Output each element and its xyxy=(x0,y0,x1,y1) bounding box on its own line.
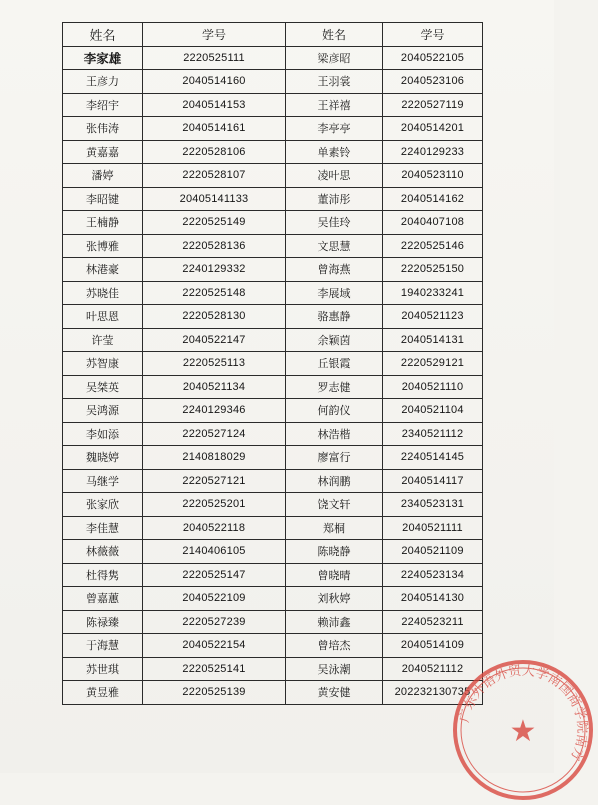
student-id-cell: 1940233241 xyxy=(383,281,483,305)
student-id-cell: 2220525149 xyxy=(143,211,286,235)
table-row xyxy=(63,117,483,141)
student-id-cell: 2240523211 xyxy=(383,610,483,634)
student-name-cell: 曾晓晴 xyxy=(286,563,383,587)
table-header-row xyxy=(63,23,483,47)
student-id-cell: 2040521112 xyxy=(383,657,483,681)
student-id-cell: 2220528136 xyxy=(143,234,286,258)
student-id-cell: 2040521111 xyxy=(383,516,483,540)
student-id-cell: 2240514145 xyxy=(383,446,483,470)
student-id-cell: 2220525139 xyxy=(143,681,286,705)
student-roster-table xyxy=(62,22,483,705)
student-name-cell: 饶文轩 xyxy=(286,493,383,517)
student-name-cell: 潘婷 xyxy=(63,164,143,188)
student-id-cell: 2140406105 xyxy=(143,540,286,564)
student-name-cell: 何韵仪 xyxy=(286,399,383,423)
student-name-cell: 马继学 xyxy=(63,469,143,493)
student-id-cell: 2220527119 xyxy=(383,93,483,117)
student-name-cell: 魏晓婷 xyxy=(63,446,143,470)
student-id-cell: 2040522147 xyxy=(143,328,286,352)
student-id-cell: 2040514130 xyxy=(383,587,483,611)
student-id-cell: 2220529121 xyxy=(383,352,483,376)
header-name-1: 姓名 xyxy=(63,23,143,47)
student-id-cell: 20405141133 xyxy=(143,187,286,211)
student-name-cell: 凌叶思 xyxy=(286,164,383,188)
student-id-cell: 2040514109 xyxy=(383,634,483,658)
student-id-cell: 2040522105 xyxy=(383,46,483,70)
student-id-cell: 2040523110 xyxy=(383,164,483,188)
table-row xyxy=(63,211,483,235)
student-name-cell: 于海慧 xyxy=(63,634,143,658)
student-name-cell: 黄昱雅 xyxy=(63,681,143,705)
table-row xyxy=(63,493,483,517)
student-name-cell: 文思慧 xyxy=(286,234,383,258)
header-id-1: 学号 xyxy=(143,23,286,47)
seal-star-icon: ★ xyxy=(509,714,537,749)
table-row xyxy=(63,234,483,258)
student-name-cell: 骆惠静 xyxy=(286,305,383,329)
student-id-cell: 2240129233 xyxy=(383,140,483,164)
student-name-cell: 王羽裳 xyxy=(286,70,383,94)
table-row xyxy=(63,281,483,305)
table-row xyxy=(63,375,483,399)
student-id-cell: 2220525148 xyxy=(143,281,286,305)
student-id-cell: 2220527121 xyxy=(143,469,286,493)
student-name-cell: 郑桐 xyxy=(286,516,383,540)
student-id-cell: 202232130735 xyxy=(383,681,483,705)
student-name-cell: 李亭亭 xyxy=(286,117,383,141)
table-row xyxy=(63,563,483,587)
student-name-cell: 苏晓佳 xyxy=(63,281,143,305)
student-name-cell: 刘秋婷 xyxy=(286,587,383,611)
student-name-cell: 许莹 xyxy=(63,328,143,352)
table-row xyxy=(63,352,483,376)
table-row xyxy=(63,634,483,658)
table-row xyxy=(63,657,483,681)
table-row xyxy=(63,140,483,164)
student-name-cell: 李佳慧 xyxy=(63,516,143,540)
student-name-cell: 余颖茵 xyxy=(286,328,383,352)
student-name-cell: 廖富行 xyxy=(286,446,383,470)
table-row xyxy=(63,610,483,634)
roster-body xyxy=(63,46,483,704)
student-id-cell: 2220527239 xyxy=(143,610,286,634)
student-id-cell: 2040521134 xyxy=(143,375,286,399)
student-name-cell: 吴泳潮 xyxy=(286,657,383,681)
student-id-cell: 2040514131 xyxy=(383,328,483,352)
student-name-cell: 李如添 xyxy=(63,422,143,446)
student-id-cell: 2040522109 xyxy=(143,587,286,611)
student-name-cell: 吴桀英 xyxy=(63,375,143,399)
student-id-cell: 2220525147 xyxy=(143,563,286,587)
student-name-cell: 梁彦昭 xyxy=(286,46,383,70)
table-row xyxy=(63,516,483,540)
table-row xyxy=(63,93,483,117)
student-id-cell: 2240129332 xyxy=(143,258,286,282)
student-id-cell: 2220525111 xyxy=(143,46,286,70)
student-id-cell: 2040521109 xyxy=(383,540,483,564)
student-name-cell: 吴佳玲 xyxy=(286,211,383,235)
student-name-cell: 李昭键 xyxy=(63,187,143,211)
student-id-cell: 2220527124 xyxy=(143,422,286,446)
student-name-cell: 黄嘉嘉 xyxy=(63,140,143,164)
table-row xyxy=(63,446,483,470)
header-name-2: 姓名 xyxy=(286,23,383,47)
student-id-cell: 2040523106 xyxy=(383,70,483,94)
student-name-cell: 曾培杰 xyxy=(286,634,383,658)
student-name-cell: 王楠静 xyxy=(63,211,143,235)
student-name-cell: 罗志健 xyxy=(286,375,383,399)
student-name-cell: 王祥禧 xyxy=(286,93,383,117)
table-row xyxy=(63,681,483,705)
student-id-cell: 2040514201 xyxy=(383,117,483,141)
student-name-cell: 林港豪 xyxy=(63,258,143,282)
student-name-cell: 董沛彤 xyxy=(286,187,383,211)
table-row xyxy=(63,305,483,329)
student-id-cell: 2220525113 xyxy=(143,352,286,376)
seal-ring-text: 广东外语外贸大学南国商学院南方 xyxy=(457,663,590,763)
student-id-cell: 2040514162 xyxy=(383,187,483,211)
student-name-cell: 陈禄臻 xyxy=(63,610,143,634)
table-row xyxy=(63,164,483,188)
student-id-cell: 2220525201 xyxy=(143,493,286,517)
student-id-cell: 2220528106 xyxy=(143,140,286,164)
student-id-cell: 2220525150 xyxy=(383,258,483,282)
student-id-cell: 2220525141 xyxy=(143,657,286,681)
student-name-cell: 赖沛鑫 xyxy=(286,610,383,634)
student-name-cell: 林浩楷 xyxy=(286,422,383,446)
table-row xyxy=(63,70,483,94)
student-id-cell: 2040407108 xyxy=(383,211,483,235)
student-name-cell: 李家雄 xyxy=(63,46,143,70)
student-name-cell: 苏世琪 xyxy=(63,657,143,681)
table-row xyxy=(63,469,483,493)
table-row xyxy=(63,46,483,70)
student-id-cell: 2040514160 xyxy=(143,70,286,94)
student-id-cell: 2240129346 xyxy=(143,399,286,423)
table-row xyxy=(63,187,483,211)
student-id-cell: 2140818029 xyxy=(143,446,286,470)
table-row xyxy=(63,540,483,564)
student-name-cell: 丘银霞 xyxy=(286,352,383,376)
student-id-cell: 2220525146 xyxy=(383,234,483,258)
student-name-cell: 黄安健 xyxy=(286,681,383,705)
student-id-cell: 2040514153 xyxy=(143,93,286,117)
table-row xyxy=(63,399,483,423)
student-name-cell: 林薇薇 xyxy=(63,540,143,564)
student-id-cell: 2040521104 xyxy=(383,399,483,423)
student-name-cell: 李绍宇 xyxy=(63,93,143,117)
student-id-cell: 2220528107 xyxy=(143,164,286,188)
student-name-cell: 杜得隽 xyxy=(63,563,143,587)
table-row xyxy=(63,328,483,352)
table-row xyxy=(63,587,483,611)
student-id-cell: 2040521110 xyxy=(383,375,483,399)
student-id-cell: 2040514117 xyxy=(383,469,483,493)
student-name-cell: 吴鸿源 xyxy=(63,399,143,423)
student-id-cell: 2040514161 xyxy=(143,117,286,141)
student-id-cell: 2040522118 xyxy=(143,516,286,540)
student-id-cell: 2340521112 xyxy=(383,422,483,446)
student-name-cell: 张家欣 xyxy=(63,493,143,517)
student-name-cell: 王彦力 xyxy=(63,70,143,94)
student-id-cell: 2040522154 xyxy=(143,634,286,658)
student-name-cell: 曾嘉蕙 xyxy=(63,587,143,611)
student-name-cell: 陈晓静 xyxy=(286,540,383,564)
student-name-cell: 林润鹏 xyxy=(286,469,383,493)
student-name-cell: 叶思恩 xyxy=(63,305,143,329)
student-id-cell: 2240523134 xyxy=(383,563,483,587)
student-name-cell: 苏智康 xyxy=(63,352,143,376)
student-name-cell: 单素铃 xyxy=(286,140,383,164)
student-name-cell: 张伟涛 xyxy=(63,117,143,141)
student-name-cell: 张博雅 xyxy=(63,234,143,258)
student-name-cell: 曾海燕 xyxy=(286,258,383,282)
table-row xyxy=(63,258,483,282)
student-id-cell: 2220528130 xyxy=(143,305,286,329)
table-row xyxy=(63,422,483,446)
header-id-2: 学号 xyxy=(383,23,483,47)
student-id-cell: 2040521123 xyxy=(383,305,483,329)
student-id-cell: 2340523131 xyxy=(383,493,483,517)
student-name-cell: 李展域 xyxy=(286,281,383,305)
